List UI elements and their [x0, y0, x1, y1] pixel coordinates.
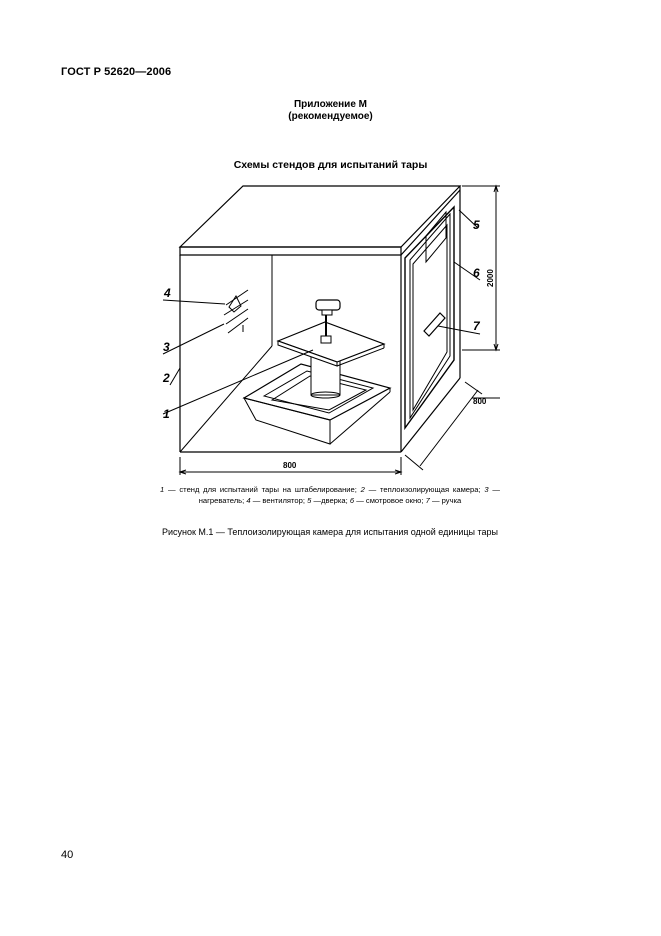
- document-header: ГОСТ Р 52620—2006: [61, 66, 172, 78]
- figure-legend: 1 — стенд для испытаний тары на штабелирование; 2 — теплоизолирующая камера; 3 — нагреватель; 4 — вентилятор; 5 —дверка; 6 — смотровое окно; 7 — ручка: [160, 485, 500, 505]
- legend-num-2: 2: [360, 485, 365, 494]
- legend-num-3: 3: [484, 485, 489, 494]
- legend-text-5: дверка;: [321, 496, 348, 505]
- label-3: 3: [163, 340, 170, 354]
- dimension-width: 800: [283, 461, 297, 470]
- legend-text-1: стенд для испытаний тары на штабелирование;: [179, 485, 357, 494]
- label-4: 4: [164, 286, 171, 300]
- legend-num-4: 4: [246, 496, 251, 505]
- legend-num-7: 7: [425, 496, 430, 505]
- chamber-drawing: [150, 180, 510, 480]
- label-2: 2: [163, 371, 170, 385]
- chamber-front-opening: [180, 255, 401, 452]
- legend-num-6: 6: [349, 496, 355, 505]
- chamber-side-door: [401, 190, 460, 452]
- appendix-title: Приложение М: [293, 99, 368, 110]
- legend-text-7: ручка: [441, 496, 462, 505]
- legend-text-3: нагреватель;: [198, 496, 245, 505]
- page-number: 40: [61, 849, 74, 861]
- figure-chamber-diagram: [150, 180, 510, 480]
- label-6: 6: [473, 266, 480, 280]
- legend-text-4: вентилятор;: [262, 496, 305, 505]
- dimension-depth: 800: [473, 397, 487, 406]
- label-1: 1: [163, 407, 170, 421]
- test-stand: [244, 300, 390, 444]
- dimension-height: 2000: [486, 269, 495, 287]
- appendix-subtitle: (рекомендуемое): [288, 111, 373, 122]
- legend-text-6: смотровое окно;: [365, 496, 424, 505]
- fan-heater: [224, 290, 248, 333]
- section-title: Схемы стендов для испытаний тары: [233, 159, 428, 171]
- figure-caption: Рисунок М.1 — Теплоизолирующая камера для испытания одной единицы тары: [161, 527, 498, 537]
- legend-text-2: теплоизолирующая камера;: [380, 485, 481, 494]
- legend-num-1: 1: [160, 485, 165, 494]
- label-5: 5: [473, 218, 480, 232]
- legend-num-5: 5: [307, 496, 312, 505]
- label-7: 7: [473, 319, 480, 333]
